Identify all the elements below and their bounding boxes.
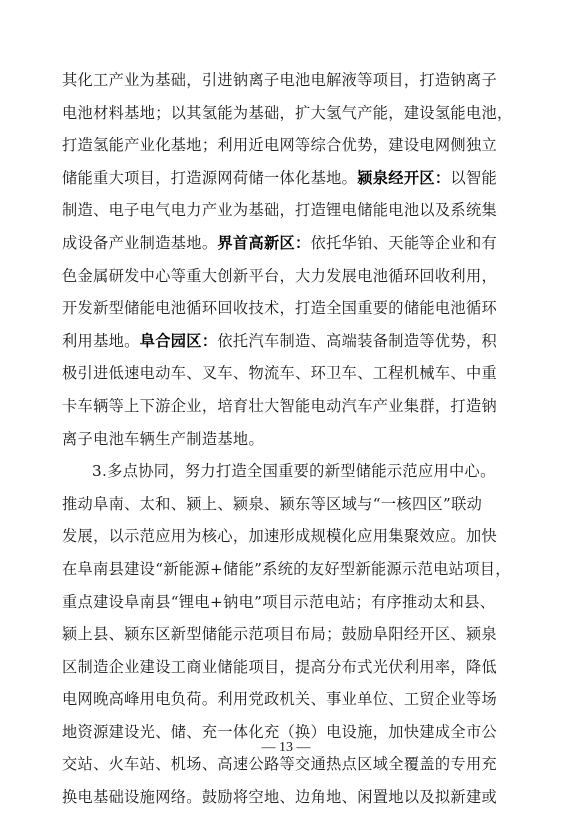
text-line — [62, 586, 514, 619]
text-segment: 颍上县、颍东区新型储能示范项目布局；鼓励阜阳经开区、颍泉 — [62, 625, 498, 644]
text-segment: 发展，以示范应用为核心，加速形成规模化应用集聚效应。加快 — [62, 527, 498, 546]
bold-heading-text: 颍泉经开区： — [357, 168, 451, 187]
text-line — [62, 423, 514, 456]
text-line — [62, 129, 514, 162]
text-segment: 在阜南县建设“新能源+储能”系统的友好型新能源示范电站项目， — [62, 559, 511, 578]
text-line — [62, 618, 514, 651]
text-line — [62, 325, 514, 358]
text-segment: 开发新型储能电池循环回收技术，打造全国重要的储能电池循环 — [62, 299, 498, 318]
text-segment: 卡车辆等上下游企业，培育壮大智能电动汽车产业集群，打造钠 — [62, 396, 498, 415]
text-line — [62, 651, 514, 684]
text-line — [62, 97, 514, 130]
text-segment: 色金属研发中心等重大创新平台，大力发展电池循环回收利用， — [62, 266, 498, 285]
text-line — [62, 553, 514, 586]
text-segment: 制造、电子电气电力产业为基础，打造锂电储能电池以及系统集 — [62, 201, 498, 220]
text-line — [62, 194, 514, 227]
text-segment: 其化工产业为基础，引进钠离子电池电解液等项目，打造钠离子 — [62, 71, 498, 89]
text-segment: 储能重大项目，打造源网荷储一体化基地。 — [62, 168, 358, 187]
text-line — [62, 683, 514, 716]
body-text — [62, 64, 514, 814]
text-line — [62, 357, 514, 390]
text-segment: 离子电池车辆生产制造基地。 — [62, 429, 264, 448]
text-segment: 依托汽车制造、高端装备制造等优势，积 — [217, 331, 498, 350]
text-line — [62, 455, 514, 488]
text-segment: 极引进低速电动车、叉车、物流车、环卫车、工程机械车、中重 — [62, 364, 498, 383]
bold-heading-text: 界首高新区： — [217, 233, 311, 252]
text-line — [62, 227, 514, 260]
text-segment: 打造氢能产业化基地；利用近电网等综合优势，建设电网侧独立 — [62, 136, 498, 155]
text-segment: 重点建设阜南县“锂电+钠电”项目示范电站；有序推动太和县、 — [62, 592, 496, 611]
text-segment: 推动阜南、太和、颍上、颍泉、颍东等区域与“一核四区”联动 — [62, 494, 483, 513]
text-segment: 成设备产业制造基地。 — [62, 233, 218, 252]
text-segment: 电池材料基地；以其氢能为基础，扩大氢气产能，建设氢能电池， — [62, 103, 513, 122]
text-line — [62, 520, 514, 553]
text-segment: 3.多点协同，努力打造全国重要的新型储能示范应用中心。 — [92, 462, 496, 481]
text-segment: 地资源建设光、储、充一体化充（换）电设施，加快建成全市公 — [62, 722, 498, 741]
text-segment: 换电基础设施网络。鼓励将空地、边角地、闲置地以及拟新建或 — [62, 788, 498, 807]
text-line — [62, 390, 514, 423]
text-segment: 电网晚高峰用电负荷。利用党政机关、事业单位、工贸企业等场 — [62, 690, 498, 709]
text-segment: 交站、火车站、机场、高速公路等交通热点区域全覆盖的专用充 — [62, 755, 498, 774]
text-line — [62, 781, 514, 814]
text-segment: 利用基地。 — [62, 331, 140, 350]
text-segment: 区制造企业建设工商业储能项目，提高分布式光伏利用率，降低 — [62, 657, 498, 676]
page-number: — 13 — — [261, 740, 311, 755]
bold-heading-text: 阜合园区： — [139, 331, 218, 350]
text-line — [62, 488, 514, 521]
text-line — [62, 64, 514, 97]
text-segment: 以智能 — [450, 168, 498, 187]
text-line — [62, 162, 514, 195]
text-line — [62, 260, 514, 293]
text-segment: 依托华铂、天能等企业和有 — [310, 233, 498, 252]
text-line — [62, 292, 514, 325]
